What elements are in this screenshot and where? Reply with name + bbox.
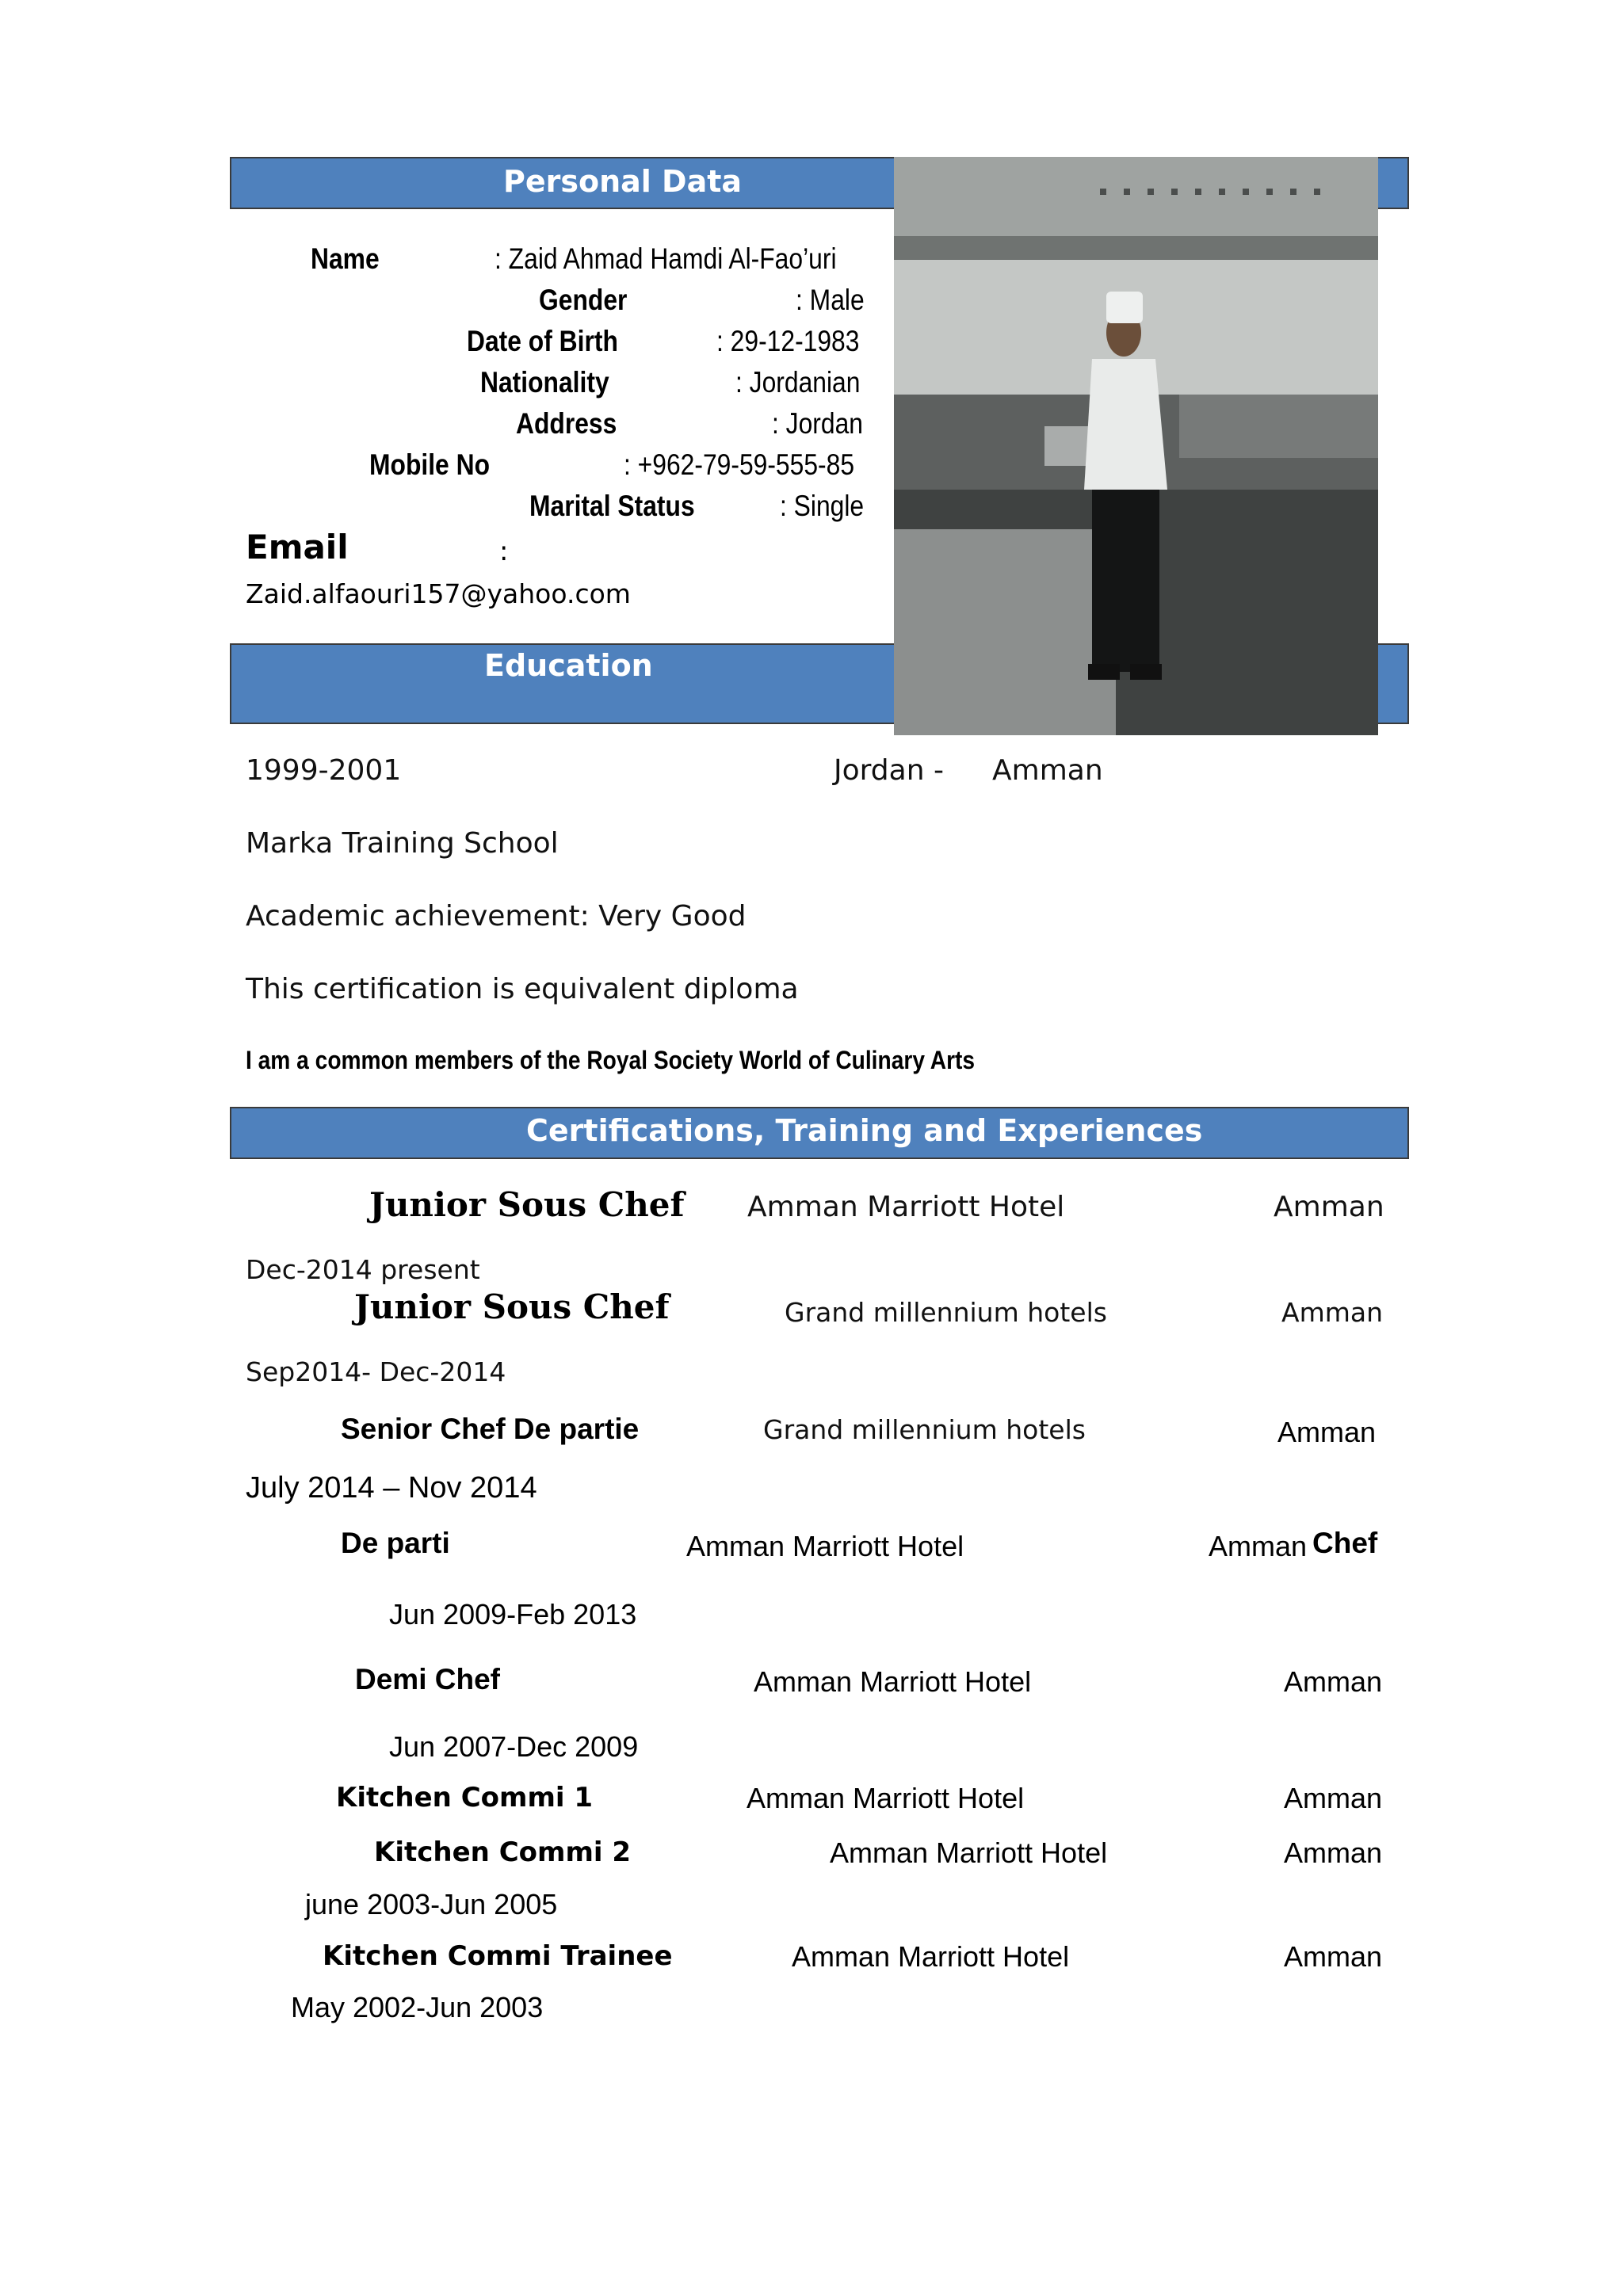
membership-note: I am a common members of the Royal Society World of Culinary Arts	[246, 1046, 976, 1074]
email-value: Zaid.alfaouri157@yahoo.com	[246, 578, 631, 609]
nationality-label: Nationality	[480, 366, 609, 399]
job-title: Kitchen Commi Trainee	[323, 1940, 673, 1972]
gender-label: Gender	[539, 284, 628, 316]
job-city: Amman	[1209, 1530, 1308, 1562]
personal-data-title: Personal Data	[503, 164, 743, 199]
education-title: Education	[484, 648, 653, 683]
job-dates: Dec-2014 present	[246, 1254, 480, 1285]
marital-value: : Single	[780, 490, 865, 522]
job-city: Amman	[1284, 1836, 1383, 1869]
mobile-value: : +962-79-59-555-85	[624, 448, 855, 481]
job-employer: Amman Marriott Hotel	[792, 1940, 1070, 1973]
job-dates: July 2014 – Nov 2014	[246, 1471, 537, 1505]
job-employer: Amman Marriott Hotel	[686, 1530, 964, 1562]
profile-photo	[894, 157, 1378, 735]
email-colon: :	[499, 536, 509, 567]
dob-value: : 29-12-1983	[716, 325, 860, 357]
job-dates: May 2002-Jun 2003	[291, 1991, 544, 2023]
job-title: De parti	[341, 1527, 450, 1559]
education-school: Marka Training School	[246, 827, 559, 860]
chef-in-kitchen-image	[894, 157, 1378, 735]
job-city: Amman	[1281, 1297, 1384, 1328]
education-city: Amman	[992, 754, 1103, 787]
job-dates: june 2003-Jun 2005	[305, 1888, 558, 1920]
job-title: Kitchen Commi 2	[374, 1836, 632, 1868]
job-employer: Grand millennium hotels	[763, 1414, 1086, 1445]
email-label: Email	[246, 528, 349, 566]
education-achievement: Academic achievement: Very Good	[246, 900, 747, 933]
job-city-suffix: Chef	[1312, 1527, 1378, 1559]
job-employer: Amman Marriott Hotel	[747, 1782, 1025, 1814]
job-title: Demi Chef	[355, 1663, 500, 1695]
job-employer: Amman Marriott Hotel	[830, 1836, 1108, 1869]
education-years: 1999-2001	[246, 754, 402, 787]
job-city: Amman	[1284, 1665, 1383, 1698]
marital-label: Marital Status	[529, 490, 695, 522]
job-city: Amman	[1274, 1191, 1384, 1223]
job-city: Amman	[1284, 1940, 1383, 1973]
address-value: : Jordan	[772, 407, 863, 440]
gender-value: : Male	[796, 284, 865, 316]
education-country: Jordan -	[834, 754, 944, 787]
name-label: Name	[311, 242, 380, 275]
mobile-label: Mobile No	[369, 448, 491, 481]
education-equivalence: This certification is equivalent diploma	[246, 973, 799, 1005]
job-title: Junior Sous Chef	[354, 1287, 670, 1326]
job-city: Amman	[1284, 1782, 1383, 1814]
job-title: Junior Sous Chef	[369, 1185, 685, 1224]
job-title: Senior Chef De partie	[341, 1413, 640, 1445]
nationality-value: : Jordanian	[735, 366, 861, 399]
job-employer: Amman Marriott Hotel	[747, 1191, 1065, 1223]
job-dates: Jun 2009-Feb 2013	[389, 1598, 637, 1630]
name-value: : Zaid Ahmad Hamdi Al-Fao’uri	[495, 242, 837, 275]
job-dates: Sep2014- Dec-2014	[246, 1356, 506, 1387]
certifications-title: Certifications, Training and Experiences	[526, 1113, 1203, 1148]
job-employer: Grand millennium hotels	[785, 1297, 1107, 1328]
dob-label: Date of Birth	[467, 325, 618, 357]
address-label: Address	[516, 407, 617, 440]
job-dates: Jun 2007-Dec 2009	[389, 1730, 639, 1763]
job-city: Amman	[1277, 1416, 1377, 1448]
job-title: Kitchen Commi 1	[336, 1782, 594, 1814]
job-employer: Amman Marriott Hotel	[754, 1665, 1032, 1698]
